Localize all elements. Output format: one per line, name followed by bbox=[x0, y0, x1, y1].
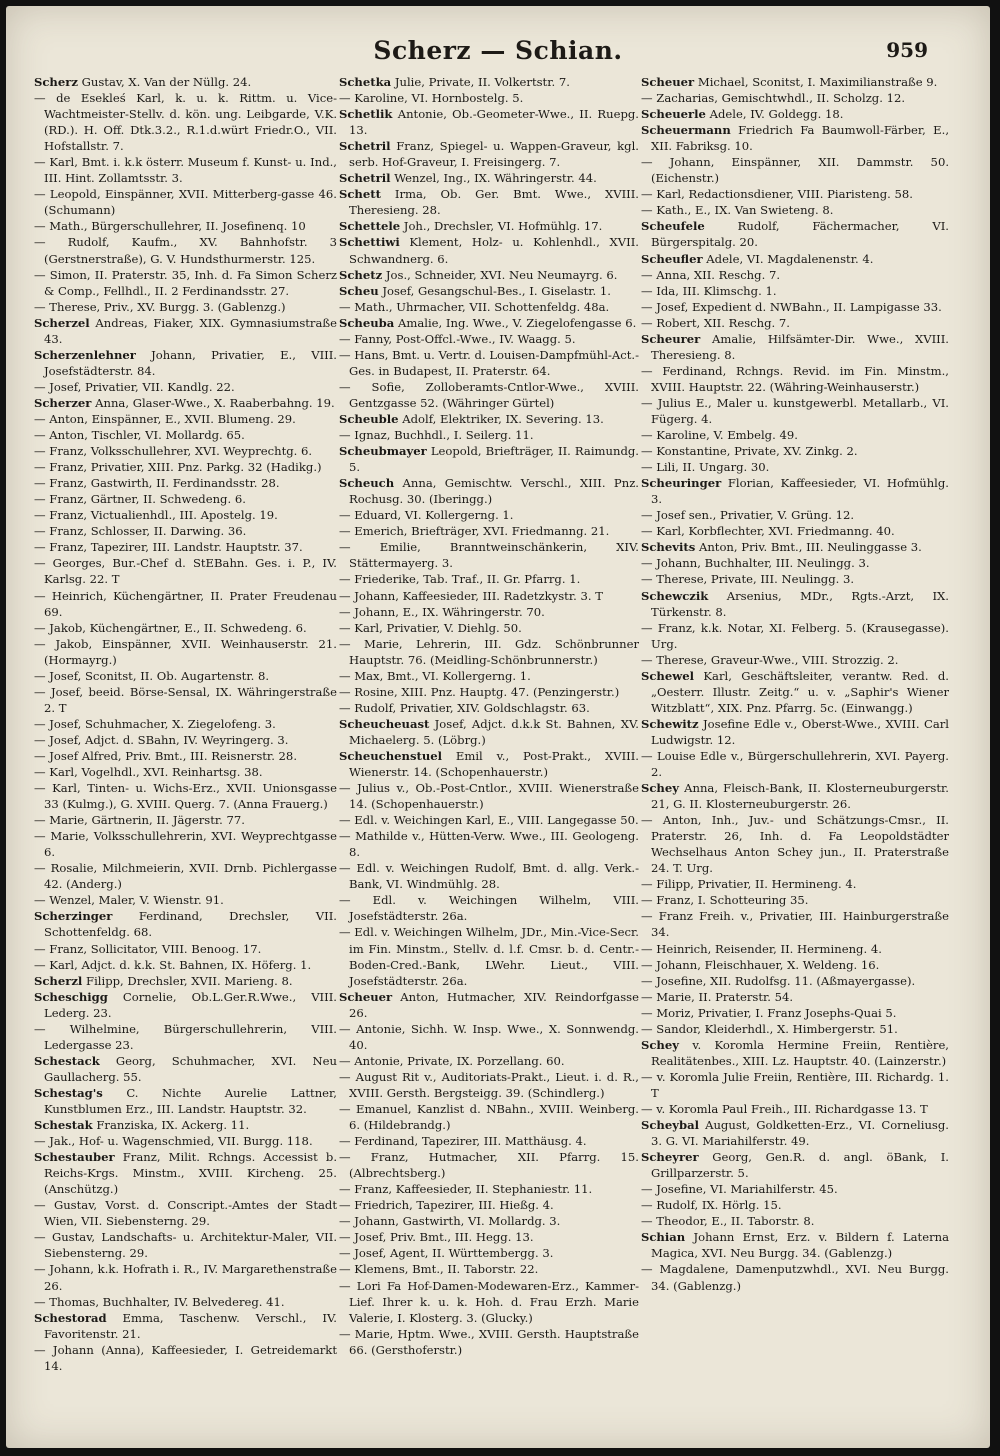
directory-entry: — Franz, Sollicitator, VIII. Benoog. 17. bbox=[34, 941, 262, 956]
directory-entry: Scheufele Rudolf, Fächermacher, VI. Bürgerspitalg. 20. bbox=[641, 219, 949, 250]
directory-entry: — Franz, Privatier, XIII. Pnz. Parkg. 32 (Hadikg.) bbox=[34, 460, 322, 475]
directory-entry: Schett Irma, Ob. Ger. Bmt. Wwe., XVIII. Theresieng. 28. bbox=[339, 187, 639, 218]
directory-entry: — Emanuel, Kanzlist d. NBahn., XVIII. Weinberg. 6. (Hildebrandg.) bbox=[339, 1102, 639, 1133]
directory-entry: Schestorad Emma, Taschenw. Verschl., IV. Favoritenstr. 21. bbox=[34, 1310, 337, 1341]
directory-entry: Schettiwi Klement, Holz- u. Kohlenhdl., XVII. Schwandnerg. 6. bbox=[339, 235, 639, 266]
directory-entry: — v. Koromla Julie Freiin, Rentière, III. Richardg. 1. T bbox=[641, 1069, 949, 1100]
directory-entry: Schey v. Koromla Hermine Freiin, Rentière, Realitätenbes., XIII. Lz. Hauptstr. 40. (Lainzerstr.) bbox=[641, 1037, 949, 1068]
directory-entry: — Rudolf, Kaufm., XV. Bahnhofstr. 3 (Gerstnerstraße), G. V. Hundsthurmerstr. 125. bbox=[34, 235, 337, 266]
directory-entry: — Josef sen., Privatier, V. Grüng. 12. bbox=[641, 508, 855, 523]
directory-entry: — Anton, Tischler, VI. Mollardg. 65. bbox=[34, 428, 245, 443]
directory-entry: — Ferdinand, Tapezirer, III. Matthäusg. 4. bbox=[339, 1134, 587, 1149]
directory-entry: — Emerich, Briefträger, XVI. Friedmanng. 21. bbox=[339, 524, 610, 539]
directory-entry: — Magdalene, Damenputzwhdl., XVI. Neu Burgg. 34. (Gablenzg.) bbox=[641, 1262, 949, 1293]
directory-entry: — Marie, II. Praterstr. 54. bbox=[641, 989, 794, 1004]
directory-entry: — Leopold, Einspänner, XVII. Mitterberg-gasse 46. (Schumann) bbox=[34, 187, 337, 218]
directory-entry: — Lori Fa Hof-Damen-Modewaren-Erz., Kammer-Lief. Ihrer k. u. k. Hoh. d. Frau Erzh. Marie Valerie, I. Klosterg. 3. (Glucky.) bbox=[339, 1278, 639, 1325]
directory-entry: — Marie, Lehrerin, III. Gdz. Schönbrunner Hauptstr. 76. (Meidling-Schönbrunnerstr.) bbox=[339, 636, 639, 667]
directory-entry: — Franz, Hutmacher, XII. Pfarrg. 15. (Albrechtsberg.) bbox=[339, 1150, 639, 1181]
directory-entry: — Konstantine, Private, XV. Zinkg. 2. bbox=[641, 444, 858, 459]
directory-entry: — Sofie, Zolloberamts-Cntlor-Wwe., XVIII. Gentzgasse 52. (Währinger Gürtel) bbox=[339, 379, 639, 410]
directory-entry: Scheurer Amalie, Hilfsämter-Dir. Wwe., XVIII. Theresieng. 8. bbox=[641, 331, 949, 362]
directory-entry: — Math., Bürgerschullehrer, II. Josefinenq. 10 bbox=[34, 219, 306, 234]
running-head: Scherz — Schian. bbox=[373, 36, 623, 65]
directory-entry: — Josef, Sconitst, II. Ob. Augartenstr. 8. bbox=[34, 668, 270, 683]
page-number: 959 bbox=[886, 38, 928, 62]
directory-entry: — Johann, Kaffeesieder, III. Radetzkystr. 3. T bbox=[339, 588, 603, 603]
directory-entry: Scheuermann Friedrich Fa Baumwoll-Färber, E., XII. Fabriksg. 10. bbox=[641, 123, 949, 154]
directory-entry: — Jakob, Küchengärtner, E., II. Schwedeng. 6. bbox=[34, 620, 307, 635]
directory-entry: — Julius v., Ob.-Post-Cntlor., XVIII. Wienerstraße 14. (Schopenhauerstr.) bbox=[339, 781, 639, 812]
directory-entry: — Johann (Anna), Kaffeesieder, I. Getreidemarkt 14. bbox=[34, 1342, 337, 1373]
directory-entry: — Marie, Hptm. Wwe., XVIII. Gersth. Hauptstraße 66. (Gersthoferstr.) bbox=[339, 1326, 639, 1357]
directory-entry: Scheuringer Florian, Kaffeesieder, VI. Hofmühlg. 3. bbox=[641, 476, 949, 507]
directory-entry: Schettele Joh., Drechsler, VI. Hofmühlg. 17. bbox=[339, 219, 603, 234]
directory-entry: — Antonie, Sichh. W. Insp. Wwe., X. Sonnwendg. 40. bbox=[339, 1021, 639, 1052]
directory-entry: Schey Anna, Fleisch-Bank, II. Klosterneuburgerstr. 21, G. II. Klosterneuburgerstr. 26. bbox=[641, 781, 949, 812]
directory-entry: — Edl. v. Weichingen Wilhelm, JDr., Min.-Vice-Secr. im Fin. Minstm., Stellv. d. l.f. Cmsr. b. d. Centr.-Boden-Cred.-Bank, LWehr. Lieut., VIII. Josefstädterstr. 26a. bbox=[339, 925, 639, 988]
directory-entry: Scheuch Anna, Gemischtw. Verschl., XIII. Pnz. Rochusg. 30. (Iberingg.) bbox=[339, 476, 639, 507]
directory-entry: Scherz Gustav, X. Van der Nüllg. 24. bbox=[34, 75, 252, 89]
directory-entry: — Franz, I. Schotteuring 35. bbox=[641, 893, 809, 908]
directory-entry: — Josefine, XII. Rudolfsg. 11. (Aßmayergasse). bbox=[641, 973, 916, 988]
directory-entry: — Josef, Adjct. d. SBahn, IV. Weyringerg. 3. bbox=[34, 732, 289, 747]
directory-entry: Scheubmayer Leopold, Briefträger, II. Raimundg. 5. bbox=[339, 444, 639, 475]
directory-entry: — Ignaz, Buchhdl., I. Seilerg. 11. bbox=[339, 428, 534, 443]
directory-page bbox=[6, 6, 990, 1448]
directory-entry: Scheschigg Cornelie, Ob.L.Ger.R.Wwe., VIII. Lederg. 23. bbox=[34, 989, 337, 1020]
directory-entry: — Rosine, XIII. Pnz. Hauptg. 47. (Penzingerstr.) bbox=[339, 684, 620, 699]
directory-entry: Scheuerle Adele, IV. Goldegg. 18. bbox=[641, 107, 844, 122]
directory-entry: — Moriz, Privatier, I. Franz Josephs-Quai 5. bbox=[641, 1005, 897, 1020]
directory-entry: — Johann, k.k. Hofrath i. R., IV. Margarethenstraße 26. bbox=[34, 1262, 337, 1293]
directory-entry: — Josef, beeid. Börse-Sensal, IX. Währingerstraße 2. T bbox=[34, 684, 337, 715]
directory-entry: — Anton, Einspänner, E., XVII. Blumeng. 29. bbox=[34, 411, 296, 426]
directory-entry: — Karoline, V. Embelg. 49. bbox=[641, 428, 798, 443]
directory-entry: — Karl, Adjct. d. k.k. St. Bahnen, IX. Höferg. 1. bbox=[34, 957, 312, 972]
directory-entry: — Karl, Korbflechter, XVI. Friedmanng. 40. bbox=[641, 524, 895, 539]
directory-entry: — Heinrich, Küchengärtner, II. Prater Freudenau 69. bbox=[34, 588, 337, 619]
directory-entry: — Emilie, Branntweinschänkerin, XIV. Stättermayerg. 3. bbox=[339, 540, 639, 571]
directory-entry: Schewel Karl, Geschäftsleiter, verantw. Red. d. „Oesterr. Illustr. Zeitg.“ u. v. „Saphir's Wiener Witzblatt“, XIX. Pnz. Pfarrg. 5c. (Einwangg.) bbox=[641, 668, 949, 715]
directory-entry: Scherzer Anna, Glaser-Wwe., X. Raaberbahng. 19. bbox=[34, 395, 335, 410]
column-2 bbox=[339, 74, 639, 1424]
directory-entry: — Theodor, E., II. Taborstr. 8. bbox=[641, 1214, 815, 1229]
directory-entry: — Johann, E., IX. Währingerstr. 70. bbox=[339, 604, 545, 619]
directory-entry: — Franz, Gastwirth, II. Ferdinandsstr. 28. bbox=[34, 476, 280, 491]
directory-entry: — Rudolf, Privatier, XIV. Goldschlagstr. 63. bbox=[339, 700, 590, 715]
directory-entry: Scheuble Adolf, Elektriker, IX. Severing. 13. bbox=[339, 411, 604, 426]
directory-entry: — Klemens, Bmt., II. Taborstr. 22. bbox=[339, 1262, 539, 1277]
directory-entry: Schetka Julie, Private, II. Volkertstr. 7. bbox=[339, 75, 570, 89]
directory-entry: Scherzenlehner Johann, Privatier, E., VIII. Josefstädterstr. 84. bbox=[34, 347, 337, 378]
directory-entry: — Wilhelmine, Bürgerschullehrerin, VIII. Ledergasse 23. bbox=[34, 1021, 337, 1052]
directory-entry: Scheybal August, Goldketten-Erz., VI. Corneliusg. 3. G. VI. Mariahilferstr. 49. bbox=[641, 1118, 949, 1149]
directory-entry: — Antonie, Private, IX. Porzellang. 60. bbox=[339, 1053, 565, 1068]
directory-entry: — Georges, Bur.-Chef d. StEBahn. Ges. i. P., IV. Karlsg. 22. T bbox=[34, 556, 337, 587]
directory-entry: — Karl, Privatier, V. Diehlg. 50. bbox=[339, 620, 522, 635]
directory-entry: — Franz, Schlosser, II. Darwing. 36. bbox=[34, 524, 247, 539]
directory-entry: — Josef, Expedient d. NWBahn., II. Lampigasse 33. bbox=[641, 299, 942, 314]
directory-entry: Schetril Franz, Spiegel- u. Wappen-Graveur, kgl. serb. Hof-Graveur, I. Freisingerg. 7. bbox=[339, 139, 639, 170]
directory-entry: — Therese, Private, III. Neulingg. 3. bbox=[641, 572, 855, 587]
directory-entry: — Josef, Privatier, VII. Kandlg. 22. bbox=[34, 379, 235, 394]
directory-entry: Schetril Wenzel, Ing., IX. Währingerstr. 44. bbox=[339, 171, 597, 186]
directory-entry: — Jakob, Einspänner, XVII. Weinhauserstr. 21. (Hormayrg.) bbox=[34, 636, 337, 667]
directory-entry: — v. Koromla Paul Freih., III. Richardgasse 13. T bbox=[641, 1102, 928, 1116]
directory-entry: — Franz, Volksschullehrer, XVI. Weyprechtg. 6. bbox=[34, 444, 313, 459]
directory-entry: — Johann, Einspänner, XII. Dammstr. 50. (Eichenstr.) bbox=[641, 155, 949, 186]
directory-entry: — Rosalie, Milchmeierin, XVII. Drnb. Pichlergasse 42. (Anderg.) bbox=[34, 861, 337, 892]
directory-entry: Scheuba Amalie, Ing. Wwe., V. Ziegelofengasse 6. bbox=[339, 315, 637, 330]
directory-entry: Scheuer Michael, Sconitst, I. Maximilianstraße 9. bbox=[641, 75, 938, 89]
directory-entry: — Zacharias, Gemischtwhdl., II. Scholzg. 12. bbox=[641, 91, 906, 106]
directory-entry: — Josef Alfred, Priv. Bmt., III. Reisnerstr. 28. bbox=[34, 748, 297, 763]
directory-entry: — Max, Bmt., VI. Kollergerng. 1. bbox=[339, 668, 531, 683]
directory-entry: Schian Johann Ernst, Erz. v. Bildern f. Laterna Magica, XVI. Neu Burgg. 34. (Gablenzg.) bbox=[641, 1230, 949, 1261]
directory-entry: — Lili, II. Ungarg. 30. bbox=[641, 460, 770, 475]
directory-entry: — Mathilde v., Hütten-Verw. Wwe., III. Geologeng. 8. bbox=[339, 829, 639, 860]
directory-entry: — Kath., E., IX. Van Swieteng. 8. bbox=[641, 203, 834, 218]
directory-entry: — Franz, Kaffeesieder, II. Stephaniestr. 11. bbox=[339, 1182, 593, 1197]
directory-entry: — Franz, Tapezirer, III. Landstr. Hauptstr. 37. bbox=[34, 540, 303, 555]
directory-entry: — Friedrich, Tapezirer, III. Hießg. 4. bbox=[339, 1198, 554, 1213]
page-header bbox=[6, 36, 990, 70]
directory-entry: Schevits Anton, Priv. Bmt., III. Neulinggasse 3. bbox=[641, 540, 922, 555]
directory-entry: — Julius E., Maler u. kunstgewerbl. Metallarb., VI. Fügerg. 4. bbox=[641, 395, 949, 426]
directory-entry: — Franz, Gärtner, II. Schwedeng. 6. bbox=[34, 492, 246, 507]
directory-entry: — Anna, XII. Reschg. 7. bbox=[641, 267, 781, 282]
directory-entry: — Therese, Graveur-Wwe., VIII. Strozzig. 2. bbox=[641, 652, 899, 667]
directory-entry: Schestak Franziska, IX. Ackerg. 11. bbox=[34, 1118, 250, 1133]
directory-entry: — Johann, Gastwirth, VI. Mollardg. 3. bbox=[339, 1214, 561, 1229]
directory-entry: Schewitz Josefine Edle v., Oberst-Wwe., XVIII. Carl Ludwigstr. 12. bbox=[641, 716, 949, 747]
directory-entry: — Wenzel, Maler, V. Wienstr. 91. bbox=[34, 893, 224, 908]
directory-entry: — Sandor, Kleiderhdl., X. Himbergerstr. 51. bbox=[641, 1021, 898, 1036]
directory-entry: — de Esekleś Karl, k. u. k. Rittm. u. Vice-Wachtmeister-Stellv. d. kön. ung. Leibgarde, V.K.(RD.). H. Off. Dtk.3.2., R.1.d.würt Friedr.O., VII. Hofstallstr. 7. bbox=[34, 91, 337, 154]
directory-entry: — Louise Edle v., Bürgerschullehrerin, XVI. Payerg. 2. bbox=[641, 748, 949, 780]
directory-entry: Scherzel Andreas, Fiaker, XIX. Gymnasiumstraße 43. bbox=[34, 315, 337, 346]
directory-entry: — Karl, Bmt. i. k.k österr. Museum f. Kunst- u. Ind., III. Hint. Zollamtsstr. 3. bbox=[34, 155, 337, 186]
directory-entry: — Robert, XII. Reschg. 7. bbox=[641, 315, 790, 330]
directory-entry: — Karoline, VI. Hornbostelg. 5. bbox=[339, 91, 524, 106]
directory-entry: — Filipp, Privatier, II. Hermineng. 4. bbox=[641, 877, 857, 892]
directory-entry: — Edl. v. Weichingen Karl, E., VIII. Langegasse 50. bbox=[339, 813, 639, 828]
directory-entry: — Fanny, Post-Offcl.-Wwe., IV. Waagg. 5. bbox=[339, 331, 576, 346]
directory-entry: — Rudolf, IX. Hörlg. 15. bbox=[641, 1198, 782, 1213]
directory-entry: — Math., Uhrmacher, VII. Schottenfeldg. 48a. bbox=[339, 299, 610, 314]
directory-entry: — Simon, II. Praterstr. 35, Inh. d. Fa Simon Scherz & Comp., Fellhdl., II. 2 Ferdinandsstr. 27. bbox=[34, 267, 337, 298]
directory-entry: — August Rit v., Auditoriats-Prakt., Lieut. i. d. R., XVIII. Gersth. Bergsteigg. 39. (Schindlerg.) bbox=[339, 1069, 639, 1100]
directory-entry: — Friederike, Tab. Traf., II. Gr. Pfarrg. 1. bbox=[339, 572, 581, 587]
directory-entry: — Josef, Priv. Bmt., III. Hegg. 13. bbox=[339, 1230, 534, 1245]
directory-entry: Scheu Josef, Gesangschul-Bes., I. Giselastr. 1. bbox=[339, 283, 611, 298]
directory-entry: — Thomas, Buchhalter, IV. Belvedereg. 41. bbox=[34, 1294, 285, 1309]
directory-entry: — Josefine, VI. Mariahilferstr. 45. bbox=[641, 1182, 838, 1197]
directory-entry: — Jak., Hof- u. Wagenschmied, VII. Burgg. 118. bbox=[34, 1134, 313, 1149]
directory-entry: — Karl, Tinten- u. Wichs-Erz., XVII. Unionsgasse 33 (Kulmg.), G. XVIII. Querg. 7. (Anna Frauerg.) bbox=[34, 781, 337, 812]
directory-entry: Scherzl Filipp, Drechsler, XVII. Marieng. 8. bbox=[34, 973, 293, 988]
directory-entry: Schestack Georg, Schuhmacher, XVI. Neu Gaullacherg. 55. bbox=[34, 1053, 337, 1084]
directory-entry: Scheucheuast Josef, Adjct. d.k.k St. Bahnen, XV. Michaelerg. 5. (Löbrg.) bbox=[339, 716, 639, 747]
directory-entry: Schestag's C. Nichte Aurelie Lattner, Kunstblumen Erz., III. Landstr. Hauptstr. 32. bbox=[34, 1085, 337, 1116]
directory-entry: Scheuer Anton, Hutmacher, XIV. Reindorfgasse 26. bbox=[339, 989, 639, 1020]
directory-entry: — Johann, Buchhalter, III. Neulingg. 3. bbox=[641, 556, 870, 571]
directory-entry: — Franz, Victualienhdl., III. Apostelg. 19. bbox=[34, 508, 278, 523]
column-3 bbox=[641, 74, 949, 1424]
directory-entry: Schetz Jos., Schneider, XVI. Neu Neumayrg. 6. bbox=[339, 267, 618, 282]
directory-entry: — Marie, Volksschullehrerin, XVI. Weyprechtgasse 6. bbox=[34, 829, 337, 860]
directory-entry: — Edl. v. Weichingen Wilhelm, VIII. Josefstädterstr. 26a. bbox=[339, 893, 639, 924]
directory-entry: Schetlik Antonie, Ob.-Geometer-Wwe., II. Ruepg. 13. bbox=[339, 107, 639, 138]
directory-entry: — Johann, Fleischhauer, X. Weldeng. 16. bbox=[641, 957, 880, 972]
directory-entry: — Karl, Redactionsdiener, VIII. Piaristeng. 58. bbox=[641, 187, 913, 202]
directory-entry: Scheyrer Georg, Gen.R. d. angl. öBank, I. Grillparzerstr. 5. bbox=[641, 1150, 949, 1181]
directory-entry: — Franz Freih. v., Privatier, III. Hainburgerstraße 34. bbox=[641, 909, 949, 940]
directory-entry: — Gustav, Vorst. d. Conscript.-Amtes der Stadt Wien, VII. Siebensterng. 29. bbox=[34, 1198, 337, 1229]
directory-entry: Scheufler Adele, VI. Magdalenenstr. 4. bbox=[641, 251, 874, 266]
directory-entry: — Josef, Schuhmacher, X. Ziegelofeng. 3. bbox=[34, 716, 276, 731]
directory-entry: — Eduard, VI. Kollergerng. 1. bbox=[339, 508, 514, 523]
directory-entry: — Heinrich, Reisender, II. Hermineng. 4. bbox=[641, 941, 882, 956]
directory-entry: — Karl, Vogelhdl., XVI. Reinhartsg. 38. bbox=[34, 765, 263, 780]
directory-entry: Scherzinger Ferdinand, Drechsler, VII. Schottenfeldg. 68. bbox=[34, 909, 337, 940]
directory-entry: Schestauber Franz, Milit. Rchngs. Accessist b. Reichs-Krgs. Minstm., XVIII. Kircheng. 25. (Anschützg.) bbox=[34, 1150, 337, 1197]
directory-entry: — Franz, k.k. Notar, XI. Felberg. 5. (Krausegasse). Urg. bbox=[641, 620, 949, 651]
directory-entry: — Josef, Agent, II. Württembergg. 3. bbox=[339, 1246, 554, 1261]
directory-entry: Schewczik Arsenius, MDr., Rgts.-Arzt, IX. Türkenstr. 8. bbox=[641, 588, 949, 619]
directory-entry: Scheuchenstuel Emil v., Post-Prakt., XVIII. Wienerstr. 14. (Schopenhauerstr.) bbox=[339, 748, 639, 780]
directory-entry: — Ida, III. Klimschg. 1. bbox=[641, 283, 777, 298]
directory-entry: — Ferdinand, Rchngs. Revid. im Fin. Minstm., XVIII. Hauptstr. 22. (Währing-Weinhauserstr.) bbox=[641, 363, 949, 394]
directory-entry: — Gustav, Landschafts- u. Architektur-Maler, VII. Siebensterng. 29. bbox=[34, 1230, 337, 1261]
directory-entry: — Marie, Gärtnerin, II. Jägerstr. 77. bbox=[34, 813, 245, 828]
directory-entry: — Anton, Inh., Juv.- und Schätzungs-Cmsr., II. Praterstr. 26, Inh. d. Fa Leopoldstädter Wechselhaus Anton Schey jun., II. Praterstraße 24. T. Urg. bbox=[641, 813, 949, 876]
directory-entry: — Therese, Priv., XV. Burgg. 3. (Gablenzg.) bbox=[34, 299, 286, 314]
column-1 bbox=[34, 74, 337, 1424]
directory-entry: — Hans, Bmt. u. Vertr. d. Louisen-Dampfmühl-Act.-Ges. in Budapest, II. Praterstr. 64. bbox=[339, 347, 639, 378]
directory-entry: — Edl. v. Weichingen Rudolf, Bmt. d. allg. Verk.-Bank, VI. Windmühlg. 28. bbox=[339, 861, 639, 892]
